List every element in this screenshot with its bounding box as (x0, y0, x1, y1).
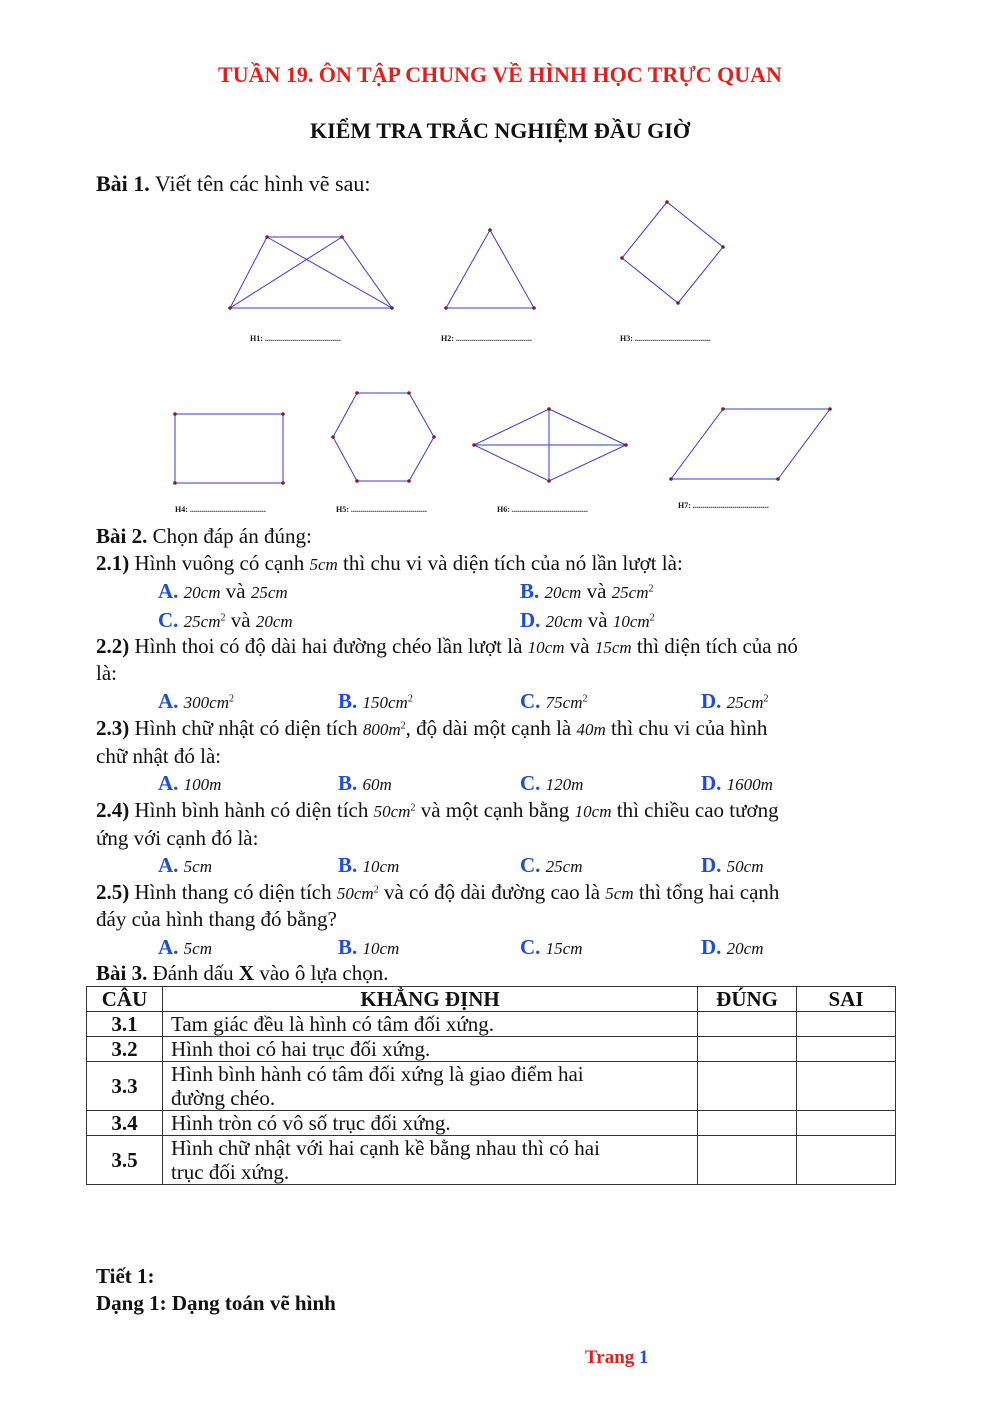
option-key: A. (158, 935, 179, 959)
math-value: 5cm (605, 884, 634, 903)
math-value: 10cm (612, 612, 650, 631)
figure-label-h3: H3: ...................................... (620, 334, 711, 343)
table-header-row (87, 987, 896, 1012)
option-2-4-c[interactable] (520, 853, 583, 878)
option-2-1-d[interactable] (520, 608, 655, 633)
conjunction: và (225, 579, 246, 603)
table-row (87, 1111, 896, 1136)
option-key: A. (158, 689, 179, 713)
question-text: Hình bình hành có diện tích (134, 798, 369, 822)
question-text: Hình vuông có cạnh (134, 551, 305, 575)
conjunction: và (569, 634, 590, 658)
option-key: D. (701, 935, 722, 959)
option-key: C. (520, 935, 541, 959)
statement-line: Hình bình hành có tâm đối xứng là giao điểm hai (170, 1062, 584, 1086)
mark-symbol: X (238, 961, 255, 985)
answer-cell-sai[interactable] (797, 1062, 896, 1111)
answer-cell-dung[interactable] (698, 1037, 797, 1062)
figure-label-h4: H4: ...................................... (175, 505, 266, 514)
question-2-4-cont: ứng với cạnh đó là: (96, 826, 259, 850)
question-number: 2.3) (96, 716, 130, 740)
math-value: 50cm (336, 884, 374, 903)
table-row (87, 1037, 896, 1062)
option-2-2-d[interactable] (701, 689, 769, 714)
row-number: 3.3 (87, 1062, 163, 1111)
question-text: và có độ dài đường cao là (383, 880, 601, 904)
option-key: B. (338, 771, 358, 795)
question-text: thì chu vi và diện tích của nó lần lượt là: (343, 551, 683, 575)
option-key: B. (338, 689, 358, 713)
bai2-label: Bài 2. (96, 524, 148, 548)
math-value: 75cm (545, 693, 583, 712)
bai3-text: vào ô lựa chọn. (259, 961, 389, 985)
math-value: 5cm (183, 939, 212, 958)
superscript: 2 (649, 612, 655, 624)
bai2-text: Chọn đáp án đúng: (152, 524, 312, 548)
figure-h2-triangle (444, 228, 536, 310)
math-value: 15cm (594, 638, 632, 657)
math-value: 20cm (255, 612, 293, 631)
question-2-5-cont: đáy của hình thang đó bằng? (96, 907, 337, 931)
bai1-text: Viết tên các hình vẽ sau: (154, 171, 371, 196)
row-statement (162, 1111, 697, 1136)
answer-cell-dung[interactable] (698, 1062, 797, 1111)
math-value: 10cm (362, 857, 400, 876)
question-text: thì tổng hai cạnh (638, 880, 780, 904)
question-text: Hình thang có diện tích (134, 880, 332, 904)
question-text: thì chiều cao tương (616, 798, 779, 822)
superscript: 2 (763, 693, 769, 705)
question-2-3-cont: chữ nhật đó là: (96, 744, 222, 768)
question-text: , độ dài một cạnh là (405, 716, 572, 740)
superscript: 2 (400, 720, 406, 732)
question-text: Hình chữ nhật có diện tích (134, 716, 358, 740)
math-value: 60m (362, 775, 392, 794)
superscript: 2 (373, 884, 379, 896)
header-sai: SAI (797, 987, 896, 1012)
math-value: 50cm (373, 802, 411, 821)
question-number: 2.2) (96, 634, 130, 658)
table-row (87, 1136, 896, 1185)
option-key: D. (701, 771, 722, 795)
option-key: C. (520, 689, 541, 713)
row-number: 3.2 (87, 1037, 163, 1062)
question-2-1 (96, 551, 683, 576)
math-value: 120m (545, 775, 584, 794)
statement-table (86, 986, 896, 1185)
math-value: 25cm (611, 583, 649, 602)
option-key: A. (158, 579, 179, 603)
table-row (87, 1062, 896, 1111)
bai2-heading (96, 524, 312, 549)
answer-cell-dung[interactable] (698, 1111, 797, 1136)
math-value: 100m (183, 775, 222, 794)
page-title: TUẦN 19. ÔN TẬP CHUNG VỀ HÌNH HỌC TRỰC QUAN (218, 62, 782, 87)
option-2-4-d[interactable] (701, 853, 764, 878)
superscript: 2 (582, 693, 588, 705)
answer-cell-sai[interactable] (797, 1111, 896, 1136)
math-value: 10cm (527, 638, 565, 657)
math-value: 20cm (545, 612, 583, 631)
math-value: 300cm (183, 693, 229, 712)
option-2-1-a[interactable] (158, 579, 288, 604)
bai3-text: Đánh dấu (152, 961, 234, 985)
option-2-5-a[interactable] (158, 935, 212, 960)
question-2-2 (96, 634, 798, 659)
bai1-label: Bài 1. (96, 171, 150, 196)
statement-line: Hình chữ nhật với hai cạnh kề bằng nhau thì có hai (170, 1136, 600, 1160)
row-number: 3.5 (87, 1136, 163, 1185)
option-key: B. (338, 935, 358, 959)
option-2-5-d[interactable] (701, 935, 764, 960)
option-2-2-c[interactable] (520, 689, 588, 714)
math-value: 25cm (545, 857, 583, 876)
math-value: 40m (576, 720, 606, 739)
option-key: D. (701, 853, 722, 877)
option-2-3-d[interactable] (701, 771, 773, 796)
superscript: 2 (410, 802, 416, 814)
question-text: và một cạnh bằng (420, 798, 570, 822)
page-subtitle: KIỂM TRA TRẮC NGHIỆM ĐẦU GIỜ (310, 118, 690, 143)
figure-label-h6: H6: ...................................... (497, 505, 588, 514)
statement-line: Hình tròn có vô số trục đối xứng. (170, 1111, 451, 1135)
math-value: 1600m (726, 775, 773, 794)
question-text: Hình thoi có độ dài hai đường chéo lần lượt là (134, 634, 523, 658)
statement-line: đường chéo. (170, 1086, 276, 1110)
question-2-2-cont: là: (96, 661, 117, 685)
conjunction: và (586, 579, 607, 603)
header-cau: CÂU (87, 987, 163, 1012)
bai3-label: Bài 3. (96, 961, 148, 985)
question-number: 2.5) (96, 880, 130, 904)
question-2-4 (96, 798, 779, 823)
option-key: B. (338, 853, 358, 877)
row-number: 3.1 (87, 1012, 163, 1037)
answer-cell-dung[interactable] (698, 1136, 797, 1185)
math-value: 20cm (183, 583, 221, 602)
math-value: 25cm (250, 583, 288, 602)
answer-cell-sai[interactable] (797, 1012, 896, 1037)
option-key: C. (158, 608, 179, 632)
option-2-3-c[interactable] (520, 771, 583, 796)
bai3-heading (96, 961, 389, 986)
option-2-2-b[interactable] (338, 689, 413, 714)
page-num: 1 (639, 1347, 649, 1368)
question-2-5 (96, 880, 779, 905)
superscript: 2 (220, 612, 226, 624)
math-value: 20cm (726, 939, 764, 958)
row-number: 3.4 (87, 1111, 163, 1136)
figure-label-h1: H1: ...................................... (250, 334, 341, 343)
option-2-4-a[interactable] (158, 853, 212, 878)
question-text: thì diện tích của nó (636, 634, 798, 658)
statement-line: Tam giác đều là hình có tâm đối xứng. (170, 1012, 495, 1036)
statement-line: trục đối xứng. (170, 1160, 290, 1184)
conjunction: và (587, 608, 608, 632)
figure-label-h5: H5: ...................................... (336, 505, 427, 514)
option-key: A. (158, 771, 179, 795)
option-2-2-a[interactable] (158, 689, 234, 714)
math-value: 150cm (362, 693, 408, 712)
option-2-1-c[interactable] (158, 608, 293, 633)
table-row (87, 1012, 896, 1037)
row-statement (162, 1136, 697, 1185)
math-value: 5cm (183, 857, 212, 876)
option-key: C. (520, 771, 541, 795)
dang-heading: Dạng 1: Dạng toán vẽ hình (96, 1291, 336, 1315)
option-2-3-b[interactable] (338, 771, 392, 796)
option-key: D. (701, 689, 722, 713)
question-2-3 (96, 716, 767, 741)
question-number: 2.1) (96, 551, 130, 575)
superscript: 2 (648, 583, 654, 595)
row-statement (162, 1012, 697, 1037)
math-value: 25cm (726, 693, 764, 712)
figure-h4-rectangle (173, 412, 285, 485)
superscript: 2 (407, 693, 413, 705)
math-value: 25cm (183, 612, 221, 631)
option-key: B. (520, 579, 540, 603)
math-value: 15cm (545, 939, 583, 958)
question-number: 2.4) (96, 798, 130, 822)
math-value: 50cm (726, 857, 764, 876)
row-statement (162, 1037, 697, 1062)
answer-cell-dung[interactable] (698, 1012, 797, 1037)
superscript: 2 (229, 693, 234, 705)
option-2-1-b[interactable] (520, 579, 654, 604)
figures-canvas (0, 0, 1000, 520)
question-text: thì chu vi của hình (611, 716, 768, 740)
row-statement (162, 1062, 697, 1111)
figure-label-h2: H2: ...................................... (441, 334, 532, 343)
figure-label-h7: H7: ...................................... (678, 501, 769, 510)
option-2-5-b[interactable] (338, 935, 399, 960)
tiet-heading: Tiết 1: (96, 1264, 155, 1288)
math-value: 5cm (309, 555, 338, 574)
option-key: A. (158, 853, 179, 877)
header-khang-dinh: KHẲNG ĐỊNH (162, 987, 697, 1012)
page-word: Trang (585, 1347, 635, 1368)
conjunction: và (230, 608, 251, 632)
math-value: 10cm (574, 802, 612, 821)
math-value: 800m (362, 720, 401, 739)
figure-h3-square (620, 200, 725, 305)
option-2-4-b[interactable] (338, 853, 399, 878)
answer-cell-sai[interactable] (797, 1037, 896, 1062)
figure-h6-rhombus (472, 407, 628, 483)
math-value: 10cm (362, 939, 400, 958)
option-2-3-a[interactable] (158, 771, 221, 796)
option-key: D. (520, 608, 541, 632)
statement-line: Hình thoi có hai trục đối xứng. (170, 1037, 431, 1061)
option-2-5-c[interactable] (520, 935, 583, 960)
math-value: 20cm (544, 583, 582, 602)
header-dung: ĐÚNG (698, 987, 797, 1012)
figure-h5-hexagon (331, 391, 436, 483)
option-key: C. (520, 853, 541, 877)
figure-h1-trapezoid (228, 235, 394, 310)
page-number (585, 1347, 649, 1369)
answer-cell-sai[interactable] (797, 1136, 896, 1185)
figure-h7-parallelogram (669, 407, 832, 481)
